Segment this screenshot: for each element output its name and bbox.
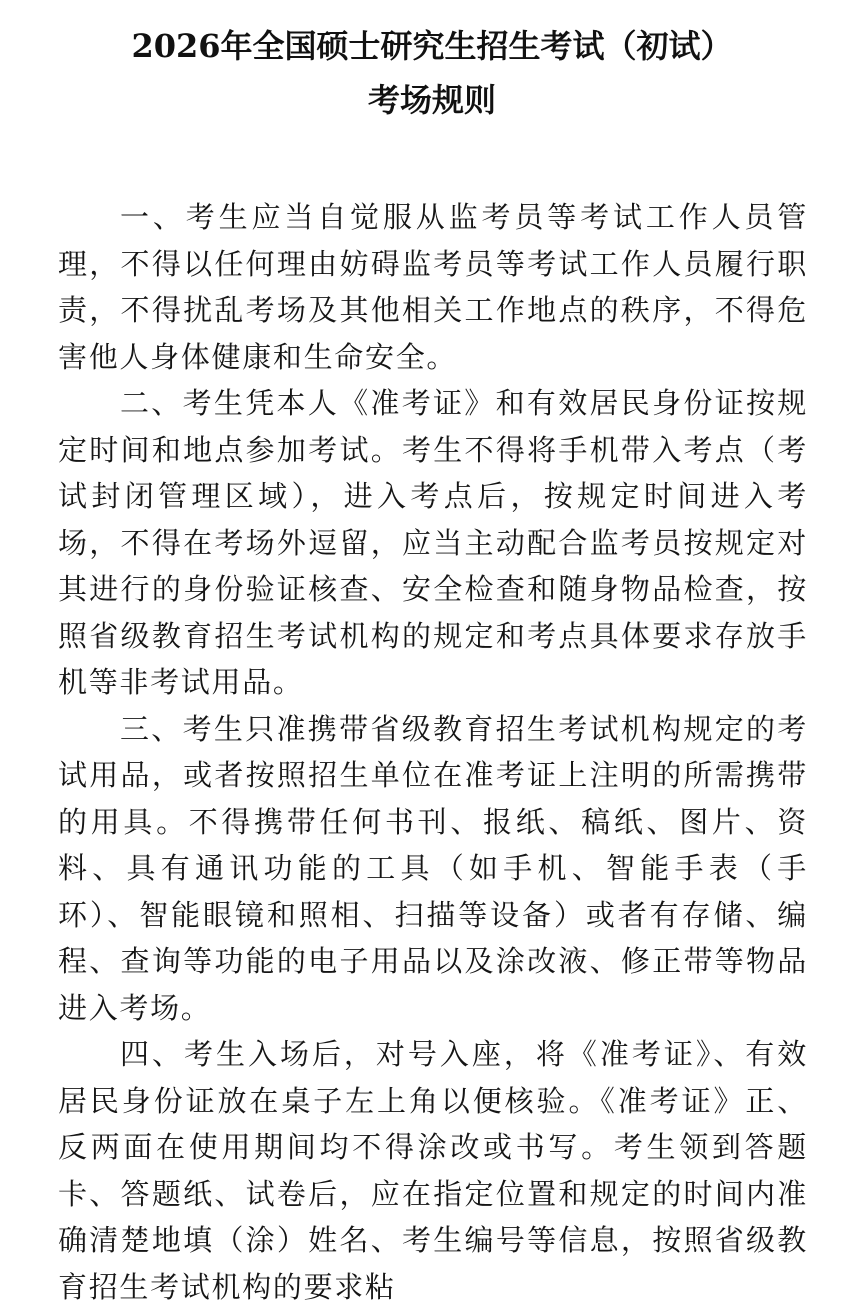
rules-body — [58, 194, 808, 1310]
document-subtitle: 考场规则 — [367, 81, 496, 119]
rule-paragraph-1: 一、考生应当自觉服从监考员等考试工作人员管理，不得以任何理由妨碍监考员等考试工作人员履行职责，不得扰乱考场及其他相关工作地点的秩序，不得危害他人身体健康和生命安全。 — [58, 200, 808, 374]
rule-paragraph-4: 四、考生入场后，对号入座，将《准考证》、有效居民身份证放在桌子左上角以便核验。《准考证》正、反两面在使用期间均不得涂改或书写。考生领到答题卡、答题纸、试卷后，应在指定位置和规定的时间内准确清楚地填（涂）姓名、考生编号等信息，按照省级教育招生考试机构的要求粘 — [58, 1037, 808, 1304]
document-title: 2026年全国硕士研究生招生考试（初试） — [131, 27, 733, 65]
rule-paragraph-2: 二、考生凭本人《准考证》和有效居民身份证按规定时间和地点参加考试。考生不得将手机带入考点（考试封闭管理区域），进入考点后，按规定时间进入考场，不得在考场外逗留，应当主动配合监考员按规定对其进行的身份验证核查、安全检查和随身物品检查，按照省级教育招生考试机构的规定和考点具体要求存放手机等非考试用品。 — [58, 386, 808, 699]
rule-paragraph-3: 三、考生只准携带省级教育招生考试机构规定的考试用品，或者按照招生单位在准考证上注明的所需携带的用具。不得携带任何书刊、报纸、稿纸、图片、资料、具有通讯功能的工具（如手机、智能手表（手环）、智能眼镜和照相、扫描等设备）或者有存储、编程、查询等功能的电子用品以及涂改液、修正带等物品进入考场。 — [58, 711, 808, 1025]
